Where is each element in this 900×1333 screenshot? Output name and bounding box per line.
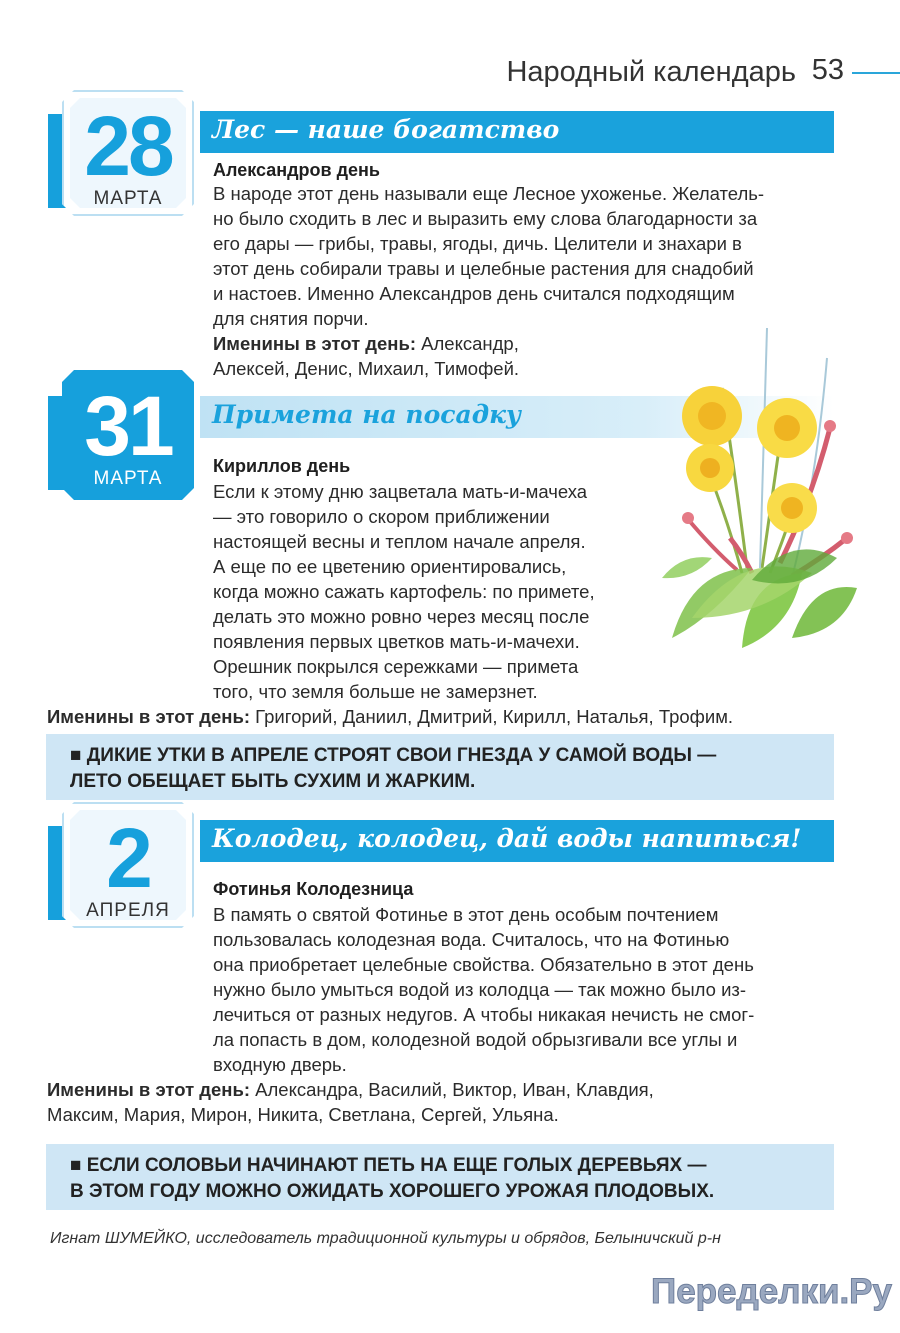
names-line: Алексей, Денис, Михаил, Тимофей. [213, 358, 520, 379]
body-line: Орешник покрылся сережками — примета [213, 656, 579, 677]
names-label: Именины в этот день: [213, 333, 417, 354]
body-line: — это говорило о скором приближении [213, 506, 550, 527]
body-line: этот день собирали травы и целебные растения для снадобий [213, 258, 754, 279]
date-day: 28 [84, 99, 172, 193]
section-subtitle: Фотинья Колодезница [213, 879, 414, 899]
body-line: она приобретает целебные свойства. Обязательно в этот день [213, 954, 754, 975]
body-line: входную дверь. [213, 1054, 347, 1075]
body-line: лечиться от разных недугов. А чтобы никакая нечисть не смог- [213, 1004, 755, 1025]
names-line [47, 1077, 847, 1102]
section-heading: Лес — наше богатство [212, 115, 560, 144]
names-label: Именины в этот день: [47, 706, 251, 727]
folk-sign-line: ЛЕТО ОБЕЩАЕТ БЫТЬ СУХИМ И ЖАРКИМ. [70, 771, 476, 792]
section-heading-band [200, 111, 834, 153]
body-line: Если к этому дню зацветала мать-и-мачеха [213, 481, 588, 502]
body-line: для снятия порчи. [213, 308, 369, 329]
names-list: Григорий, Даниил, Дмитрий, Кирилл, Наталья, Трофим. [255, 706, 734, 727]
body-line: В народе этот день называли еще Лесное ухоженье. Желатель- [213, 183, 765, 204]
body-line: когда можно сажать картофель: по примете, [213, 581, 595, 602]
body-line: его дары — грибы, травы, ягоды, дичь. Целители и знахари в [213, 233, 742, 254]
folk-sign-text [70, 743, 716, 795]
body-line: и настоев. Именно Александров день считался подходящим [213, 283, 735, 304]
names-label: Именины в этот день: [47, 1079, 251, 1100]
date-day: 2 [106, 811, 150, 905]
body-line: нужно было умыться водой из колодца — так можно было из- [213, 979, 747, 1000]
page-number: 53 [811, 54, 844, 86]
site-watermark: Переделки.Ру [651, 1272, 892, 1311]
date-month: АПРЕЛЯ [86, 900, 170, 921]
names-block [47, 1077, 847, 1127]
body-line: но было сходить в лес и выразить ему слова благодарности за [213, 208, 758, 229]
body-line: В память о святой Фотинье в этот день особым почтением [213, 904, 719, 925]
section-heading-band [200, 820, 834, 862]
coltsfoot-illustration [652, 318, 866, 660]
date-month: МАРТА [93, 468, 163, 489]
section-body [213, 479, 663, 704]
body-line: появления первых цветков мать-и-мачехи. [213, 631, 580, 652]
body-line: ла попасть в дом, колодезной водой обрызгивали все углы и [213, 1029, 738, 1050]
date-box-2 [48, 802, 194, 928]
names-list: Александр, [421, 333, 519, 354]
section-subtitle: Кириллов день [213, 456, 351, 476]
section-subtitle: Александров день [213, 160, 380, 180]
names-list: Александра, Василий, Виктор, Иван, Клавдия, [255, 1079, 654, 1100]
body-line: пользовалась колодезная вода. Считалось, что на Фотинью [213, 929, 730, 950]
names-line: Максим, Мария, Мирон, Никита, Светлана, Сергей, Ульяна. [47, 1104, 559, 1125]
body-line: того, что земля больше не замерзнет. [213, 681, 538, 702]
names-line [47, 704, 847, 729]
date-box-31 [48, 370, 194, 496]
date-box-28 [48, 90, 194, 216]
body-line: А еще по ее цветению ориентировались, [213, 556, 567, 577]
header-rule [852, 72, 900, 74]
folk-sign-line: ■ ДИКИЕ УТКИ В АПРЕЛЕ СТРОЯТ СВОИ ГНЕЗДА У САМОЙ ВОДЫ — [70, 745, 717, 766]
header-title: Народный календарь [506, 56, 796, 88]
folk-sign-box [46, 1144, 834, 1210]
section-body [213, 902, 838, 1077]
body-line: делать это можно ровно через месяц после [213, 606, 590, 627]
folk-sign-line: ■ ЕСЛИ СОЛОВЬИ НАЧИНАЮТ ПЕТЬ НА ЕЩЕ ГОЛЫХ ДЕРЕВЬЯХ — [70, 1155, 707, 1176]
section-heading: Примета на посадку [212, 400, 521, 429]
section-heading: Колодец, колодец, дай воды напиться! [212, 824, 802, 853]
body-line: настоящей весны и теплом начале апреля. [213, 531, 586, 552]
folk-sign-box [46, 734, 834, 800]
date-month: МАРТА [93, 188, 163, 209]
date-day: 31 [84, 379, 172, 473]
folk-sign-line: В ЭТОМ ГОДУ МОЖНО ОЖИДАТЬ ХОРОШЕГО УРОЖАЯ ПЛОДОВЫХ. [70, 1181, 715, 1202]
author-caption: Игнат ШУМЕЙКО, исследователь традиционной культуры и обрядов, Белыничский р-н [50, 1230, 721, 1247]
folk-sign-text [70, 1153, 714, 1205]
